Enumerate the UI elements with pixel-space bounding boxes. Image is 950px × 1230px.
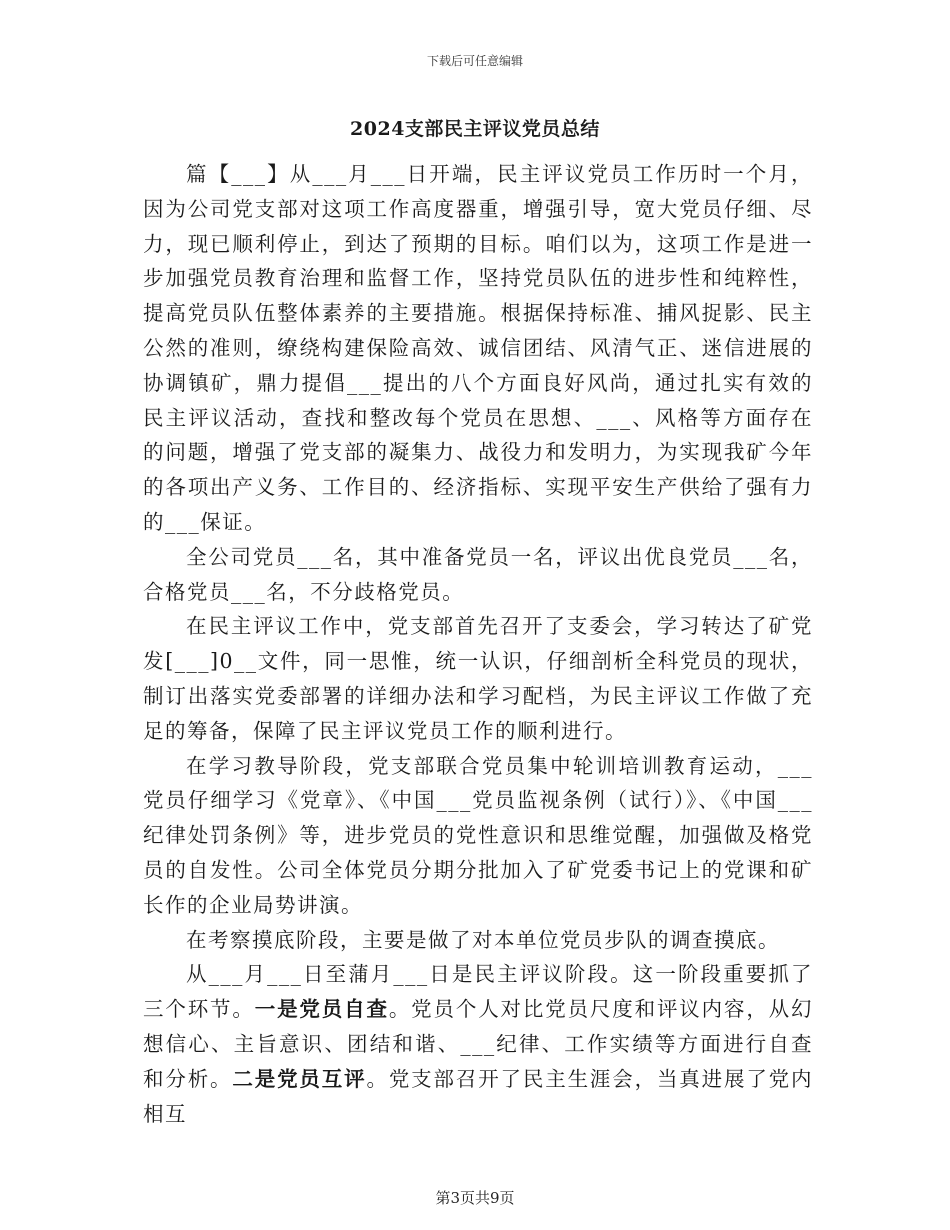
paragraph-survey-phase: 在考察摸底阶段，主要是做了对本单位党员步队的调查摸底。: [186, 927, 781, 952]
paragraph-intro: 篇【___】从___月___日开端，民主评议党员工作历时一个月，因为公司党支部对这项工作高度器重，增强引导，宽大党员仔细、尽力，现已顺利停止，到达了预期的目标。咱们以为，这项工作是进一步加强党员教育治理和监督工作，坚持党员队伍的进步性和纯粹性，提高党员队伍整体素养的主要措施。根据保持标准、捕风捉影、民主公然的准则，缭绕构建保险高效、诚信团结、风清气正、迷信进展的协调镇矿，鼎力提倡___提出的八个方面良好风尚，通过扎实有效的民主评议活动，查找和整改每个党员在思想、___、风格等方面存在的问题，增强了党支部的凝集力、战役力和发明力，为实现我矿今年的各项出产义务、工作目的、经济指标、实现平安生产供给了强有力的___保证。: [143, 162, 813, 534]
evaluation-text-end: 。党支部召开了民主生涯会，当真进展了党内相互: [143, 1066, 814, 1126]
document-title: 2024支部民主评议党员总结: [350, 118, 600, 140]
paragraph-member-count: 全公司党员___名，其中准备党员一名，评议出优良党员___名，合格党员___名，不分歧格党员。: [143, 544, 813, 604]
evaluation-text-middle: 。党员个人对比党员尺度和评议内容，从幻想信心、主旨意识、团结和谐、___纪律、工作实绩等方面进行自查和分析。: [143, 997, 814, 1091]
header-note: 下载后可任意编辑: [426, 54, 523, 68]
evaluation-text-start: 从___月___日至蒲月___日是民主评议阶段。这一阶段重要抓了三个环节。: [143, 962, 813, 1022]
emphasis-self-check: 一是党员自查: [254, 997, 389, 1022]
paragraph-study-phase: 在学习教导阶段，党支部联合党员集中轮训培训教育运动，___党员仔细学习《党章》、《中国___党员监视条例（试行）》、《中国___纪律处罚条例》等，进步党员的党性意识和思维觉醒，加强做及格党员的自发性。公司全体党员分期分批加入了矿党委书记上的党课和矿长作的企业局势讲演。: [143, 753, 813, 917]
paragraph-evaluation-phase: [143, 957, 813, 1131]
document-body: [143, 157, 813, 1131]
page-footer: 第3页共9页: [435, 1189, 515, 1207]
paragraph-preparation: 在民主评议工作中，党支部首先召开了支委会，学习转达了矿党发[___]0__文件，同一思惟，统一认识，仔细剖析全科党员的现状，制订出落实党委部署的详细办法和学习配档，为民主评议工作做了充足的筹备，保障了民主评议党员工作的顺利进行。: [143, 614, 813, 743]
emphasis-peer-review: 二是党员互评: [232, 1066, 367, 1091]
